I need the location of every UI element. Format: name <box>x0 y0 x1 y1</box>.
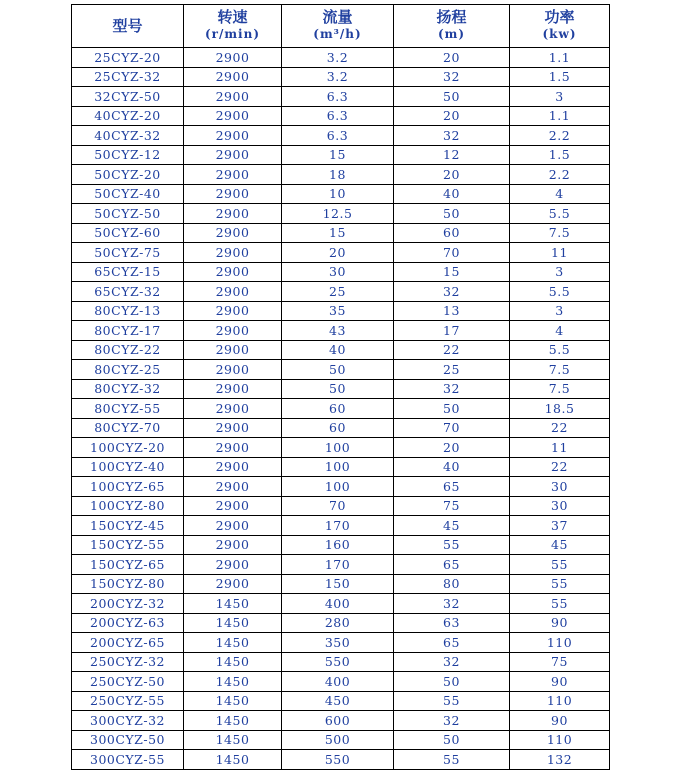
cell-power: 22 <box>510 418 610 438</box>
cell-flow: 100 <box>282 457 394 477</box>
cell-head: 55 <box>394 691 510 711</box>
table-row <box>72 750 610 770</box>
cell-model: 150CYZ-80 <box>72 574 184 594</box>
cell-power: 110 <box>510 691 610 711</box>
cell-speed: 2900 <box>184 301 282 321</box>
cell-model: 80CYZ-22 <box>72 340 184 360</box>
cell-model: 50CYZ-12 <box>72 145 184 165</box>
cell-speed: 2900 <box>184 574 282 594</box>
cell-flow: 18 <box>282 165 394 185</box>
cell-power: 1.1 <box>510 106 610 126</box>
cell-flow: 100 <box>282 477 394 497</box>
table-row <box>72 672 610 692</box>
table-row <box>72 48 610 68</box>
table-row <box>72 691 610 711</box>
cell-head: 50 <box>394 87 510 107</box>
cell-flow: 100 <box>282 438 394 458</box>
cell-power: 22 <box>510 457 610 477</box>
cell-speed: 2900 <box>184 145 282 165</box>
cell-power: 55 <box>510 555 610 575</box>
cell-power: 7.5 <box>510 360 610 380</box>
cell-power: 55 <box>510 574 610 594</box>
cell-head: 60 <box>394 223 510 243</box>
cell-speed: 2900 <box>184 321 282 341</box>
header-power <box>510 5 610 48</box>
cell-speed: 1450 <box>184 672 282 692</box>
cell-head: 55 <box>394 750 510 770</box>
cell-power: 30 <box>510 496 610 516</box>
cell-power: 11 <box>510 243 610 263</box>
table-row <box>72 204 610 224</box>
cell-power: 55 <box>510 594 610 614</box>
cell-flow: 30 <box>282 262 394 282</box>
table-row <box>72 126 610 146</box>
cell-head: 25 <box>394 360 510 380</box>
cell-model: 150CYZ-45 <box>72 516 184 536</box>
table-row <box>72 652 610 672</box>
cell-speed: 2900 <box>184 360 282 380</box>
cell-speed: 2900 <box>184 438 282 458</box>
header-flow-unit: (m³/h) <box>313 27 362 41</box>
cell-flow: 350 <box>282 633 394 653</box>
table-row <box>72 496 610 516</box>
cell-flow: 150 <box>282 574 394 594</box>
cell-flow: 25 <box>282 282 394 302</box>
table-row <box>72 379 610 399</box>
table-row <box>72 574 610 594</box>
cell-power: 3 <box>510 262 610 282</box>
table-row <box>72 106 610 126</box>
table-row <box>72 301 610 321</box>
cell-head: 55 <box>394 535 510 555</box>
table-row <box>72 340 610 360</box>
cell-power: 1.5 <box>510 67 610 87</box>
cell-flow: 6.3 <box>282 87 394 107</box>
cell-head: 32 <box>394 711 510 731</box>
cell-speed: 2900 <box>184 165 282 185</box>
cell-head: 65 <box>394 555 510 575</box>
cell-power: 7.5 <box>510 379 610 399</box>
cell-power: 90 <box>510 613 610 633</box>
cell-flow: 35 <box>282 301 394 321</box>
cell-head: 20 <box>394 165 510 185</box>
cell-model: 40CYZ-32 <box>72 126 184 146</box>
table-row <box>72 321 610 341</box>
header-speed-unit: (r/min) <box>204 27 261 41</box>
cell-flow: 70 <box>282 496 394 516</box>
header-row <box>72 5 610 48</box>
cell-speed: 2900 <box>184 87 282 107</box>
cell-flow: 550 <box>282 750 394 770</box>
cell-model: 250CYZ-50 <box>72 672 184 692</box>
header-flow <box>282 5 394 48</box>
cell-head: 32 <box>394 652 510 672</box>
table-row <box>72 243 610 263</box>
cell-power: 5.5 <box>510 340 610 360</box>
cell-flow: 600 <box>282 711 394 731</box>
cell-model: 150CYZ-65 <box>72 555 184 575</box>
cell-power: 11 <box>510 438 610 458</box>
table-row <box>72 555 610 575</box>
cell-speed: 2900 <box>184 457 282 477</box>
cell-model: 250CYZ-55 <box>72 691 184 711</box>
cell-flow: 450 <box>282 691 394 711</box>
cell-flow: 170 <box>282 555 394 575</box>
cell-head: 50 <box>394 730 510 750</box>
cell-model: 80CYZ-17 <box>72 321 184 341</box>
cell-flow: 6.3 <box>282 126 394 146</box>
cell-model: 32CYZ-50 <box>72 87 184 107</box>
cell-head: 63 <box>394 613 510 633</box>
cell-power: 18.5 <box>510 399 610 419</box>
cell-speed: 2900 <box>184 418 282 438</box>
cell-head: 20 <box>394 106 510 126</box>
cell-power: 4 <box>510 321 610 341</box>
cell-model: 200CYZ-63 <box>72 613 184 633</box>
cell-head: 65 <box>394 477 510 497</box>
header-speed <box>184 5 282 48</box>
cell-flow: 400 <box>282 672 394 692</box>
cell-model: 100CYZ-65 <box>72 477 184 497</box>
cell-speed: 2900 <box>184 67 282 87</box>
cell-flow: 280 <box>282 613 394 633</box>
table-row <box>72 360 610 380</box>
cell-speed: 2900 <box>184 106 282 126</box>
cell-speed: 2900 <box>184 223 282 243</box>
cell-speed: 2900 <box>184 184 282 204</box>
header-power-unit: (kw) <box>542 27 577 41</box>
header-speed-title: 转速 <box>217 8 248 26</box>
header-head-unit: (m) <box>437 27 466 41</box>
cell-power: 37 <box>510 516 610 536</box>
cell-speed: 2900 <box>184 126 282 146</box>
cell-head: 12 <box>394 145 510 165</box>
cell-speed: 2900 <box>184 496 282 516</box>
table-body <box>72 48 610 770</box>
cell-power: 1.1 <box>510 48 610 68</box>
cell-head: 32 <box>394 126 510 146</box>
cell-speed: 2900 <box>184 477 282 497</box>
cell-power: 3 <box>510 301 610 321</box>
cell-speed: 2900 <box>184 243 282 263</box>
cell-power: 75 <box>510 652 610 672</box>
cell-power: 30 <box>510 477 610 497</box>
cell-speed: 2900 <box>184 340 282 360</box>
cell-flow: 50 <box>282 379 394 399</box>
cell-model: 50CYZ-50 <box>72 204 184 224</box>
cell-speed: 1450 <box>184 711 282 731</box>
cell-speed: 1450 <box>184 691 282 711</box>
cell-flow: 12.5 <box>282 204 394 224</box>
cell-model: 300CYZ-55 <box>72 750 184 770</box>
cell-model: 40CYZ-20 <box>72 106 184 126</box>
cell-model: 250CYZ-32 <box>72 652 184 672</box>
cell-model: 200CYZ-65 <box>72 633 184 653</box>
cell-model: 100CYZ-80 <box>72 496 184 516</box>
table-row <box>72 516 610 536</box>
table-row <box>72 711 610 731</box>
cell-flow: 550 <box>282 652 394 672</box>
cell-flow: 15 <box>282 145 394 165</box>
cell-head: 65 <box>394 633 510 653</box>
cell-model: 100CYZ-40 <box>72 457 184 477</box>
cell-speed: 2900 <box>184 555 282 575</box>
cell-model: 80CYZ-32 <box>72 379 184 399</box>
cell-speed: 2900 <box>184 399 282 419</box>
cell-flow: 3.2 <box>282 67 394 87</box>
cell-power: 5.5 <box>510 204 610 224</box>
cell-flow: 160 <box>282 535 394 555</box>
table-row <box>72 223 610 243</box>
cell-head: 40 <box>394 184 510 204</box>
table-row <box>72 477 610 497</box>
table-row <box>72 67 610 87</box>
cell-head: 50 <box>394 204 510 224</box>
cell-model: 25CYZ-32 <box>72 67 184 87</box>
cell-model: 65CYZ-32 <box>72 282 184 302</box>
cell-speed: 2900 <box>184 516 282 536</box>
cell-model: 50CYZ-60 <box>72 223 184 243</box>
cell-model: 300CYZ-32 <box>72 711 184 731</box>
cell-model: 25CYZ-20 <box>72 48 184 68</box>
pump-spec-table <box>71 4 610 770</box>
cell-power: 110 <box>510 633 610 653</box>
cell-power: 3 <box>510 87 610 107</box>
cell-flow: 170 <box>282 516 394 536</box>
cell-head: 50 <box>394 399 510 419</box>
cell-speed: 1450 <box>184 652 282 672</box>
cell-head: 45 <box>394 516 510 536</box>
cell-head: 75 <box>394 496 510 516</box>
cell-speed: 2900 <box>184 282 282 302</box>
table-row <box>72 730 610 750</box>
table-row <box>72 418 610 438</box>
table-row <box>72 594 610 614</box>
cell-model: 200CYZ-32 <box>72 594 184 614</box>
cell-power: 1.5 <box>510 145 610 165</box>
table-row <box>72 633 610 653</box>
cell-speed: 2900 <box>184 204 282 224</box>
cell-power: 132 <box>510 750 610 770</box>
cell-power: 4 <box>510 184 610 204</box>
table-row <box>72 145 610 165</box>
cell-flow: 60 <box>282 399 394 419</box>
cell-flow: 20 <box>282 243 394 263</box>
cell-power: 5.5 <box>510 282 610 302</box>
header-flow-title: 流量 <box>322 8 353 26</box>
table-row <box>72 457 610 477</box>
table-row <box>72 613 610 633</box>
cell-head: 22 <box>394 340 510 360</box>
cell-model: 80CYZ-13 <box>72 301 184 321</box>
cell-flow: 400 <box>282 594 394 614</box>
cell-power: 2.2 <box>510 126 610 146</box>
table-row <box>72 399 610 419</box>
cell-head: 50 <box>394 672 510 692</box>
cell-head: 17 <box>394 321 510 341</box>
cell-speed: 1450 <box>184 750 282 770</box>
cell-speed: 2900 <box>184 535 282 555</box>
header-model-title: 型号 <box>112 16 143 35</box>
cell-speed: 2900 <box>184 262 282 282</box>
cell-model: 300CYZ-50 <box>72 730 184 750</box>
table-row <box>72 262 610 282</box>
cell-flow: 500 <box>282 730 394 750</box>
cell-flow: 3.2 <box>282 48 394 68</box>
cell-flow: 50 <box>282 360 394 380</box>
cell-head: 32 <box>394 67 510 87</box>
cell-speed: 2900 <box>184 48 282 68</box>
cell-speed: 1450 <box>184 613 282 633</box>
header-model <box>72 5 184 48</box>
cell-head: 70 <box>394 418 510 438</box>
header-head <box>394 5 510 48</box>
cell-power: 90 <box>510 672 610 692</box>
cell-flow: 60 <box>282 418 394 438</box>
cell-flow: 6.3 <box>282 106 394 126</box>
table-row <box>72 165 610 185</box>
cell-flow: 10 <box>282 184 394 204</box>
cell-model: 50CYZ-75 <box>72 243 184 263</box>
cell-power: 2.2 <box>510 165 610 185</box>
cell-head: 32 <box>394 594 510 614</box>
cell-head: 20 <box>394 48 510 68</box>
cell-model: 80CYZ-55 <box>72 399 184 419</box>
cell-head: 70 <box>394 243 510 263</box>
cell-model: 80CYZ-25 <box>72 360 184 380</box>
cell-speed: 1450 <box>184 730 282 750</box>
cell-head: 40 <box>394 457 510 477</box>
table-row <box>72 87 610 107</box>
cell-flow: 43 <box>282 321 394 341</box>
table-row <box>72 282 610 302</box>
cell-head: 80 <box>394 574 510 594</box>
table-row <box>72 535 610 555</box>
cell-model: 80CYZ-70 <box>72 418 184 438</box>
cell-power: 90 <box>510 711 610 731</box>
header-power-title: 功率 <box>544 8 575 26</box>
cell-flow: 40 <box>282 340 394 360</box>
cell-head: 15 <box>394 262 510 282</box>
cell-model: 100CYZ-20 <box>72 438 184 458</box>
cell-flow: 15 <box>282 223 394 243</box>
cell-model: 50CYZ-20 <box>72 165 184 185</box>
table-row <box>72 184 610 204</box>
cell-power: 7.5 <box>510 223 610 243</box>
cell-head: 32 <box>394 379 510 399</box>
cell-speed: 2900 <box>184 379 282 399</box>
header-head-title: 扬程 <box>436 8 467 26</box>
cell-model: 150CYZ-55 <box>72 535 184 555</box>
cell-speed: 1450 <box>184 633 282 653</box>
cell-power: 45 <box>510 535 610 555</box>
cell-head: 32 <box>394 282 510 302</box>
cell-model: 65CYZ-15 <box>72 262 184 282</box>
cell-head: 13 <box>394 301 510 321</box>
cell-speed: 1450 <box>184 594 282 614</box>
cell-head: 20 <box>394 438 510 458</box>
table-row <box>72 438 610 458</box>
cell-power: 110 <box>510 730 610 750</box>
cell-model: 50CYZ-40 <box>72 184 184 204</box>
